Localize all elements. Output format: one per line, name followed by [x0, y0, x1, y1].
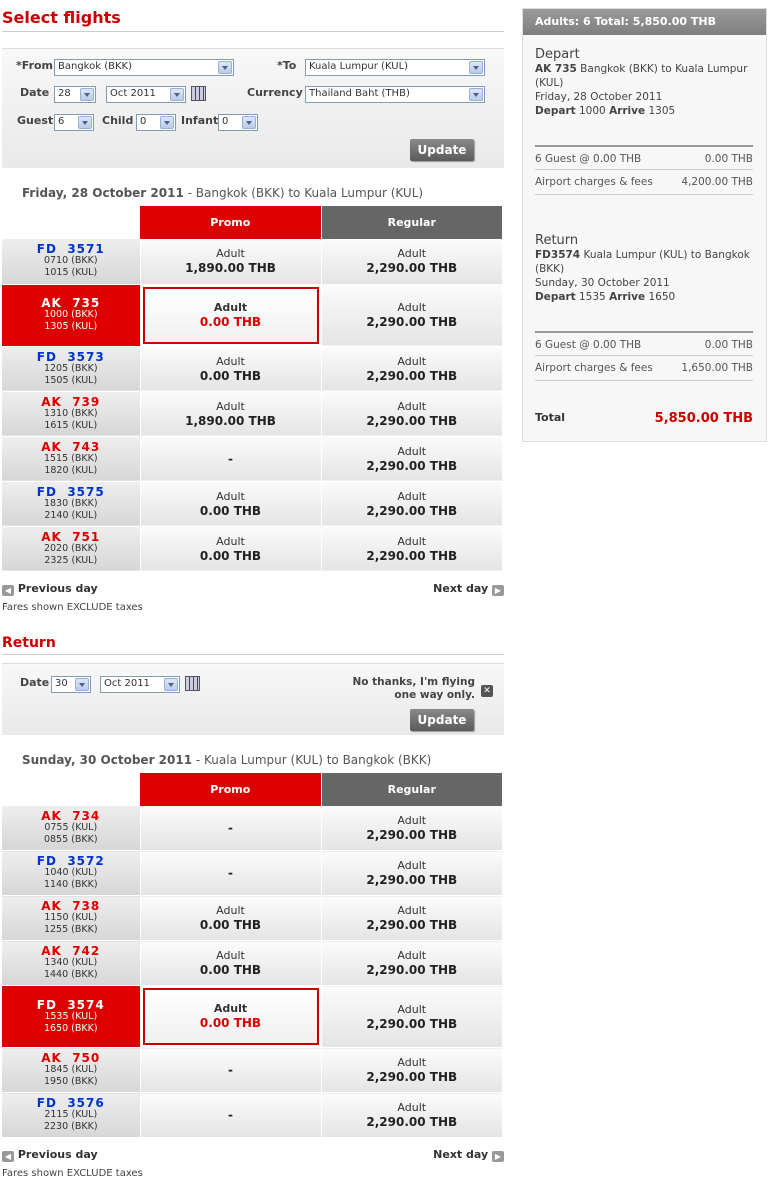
- promo-fare-label: Adult: [216, 354, 245, 368]
- summary-return-costs: [535, 331, 753, 381]
- chevron-down-icon: [80, 88, 94, 101]
- regular-fare-price: 2,290.00 THB: [366, 1115, 458, 1129]
- regular-column-header: Regular: [321, 206, 502, 239]
- promo-fare-price: -: [228, 1063, 233, 1077]
- selected-fare[interactable]: [143, 988, 319, 1045]
- regular-fare-cell[interactable]: [321, 941, 502, 986]
- regular-fare-cell[interactable]: [321, 806, 502, 851]
- promo-fare-price: 0.00 THB: [199, 918, 262, 932]
- flight-number: AK 751: [41, 529, 101, 544]
- arrival-time: 1505 (KUL): [44, 374, 98, 386]
- summary-return-flight: FD3574: [535, 249, 581, 261]
- promo-fare-price: 0.00 THB: [199, 314, 262, 329]
- promo-fare-label: Adult: [213, 300, 248, 314]
- promo-fare-cell[interactable]: [140, 481, 321, 526]
- flight-number: AK 742: [41, 944, 101, 958]
- flight-number: FD 3571: [36, 242, 105, 257]
- regular-fare-price: 2,290.00 THB: [366, 261, 458, 276]
- departure-time: 1535 (KUL): [44, 1010, 98, 1022]
- from-select[interactable]: [54, 59, 234, 76]
- depart-day-nav: [2, 582, 504, 602]
- regular-fare-label: Adult: [397, 354, 427, 368]
- chevron-down-icon: [242, 116, 256, 129]
- regular-fare-label: Adult: [397, 301, 427, 314]
- regular-fare-cell[interactable]: [321, 526, 502, 571]
- regular-fare-cell[interactable]: [321, 1093, 502, 1138]
- currency-select[interactable]: [305, 86, 485, 103]
- promo-fare-label: Adult: [216, 904, 245, 917]
- booking-summary: [522, 8, 767, 442]
- child-value: 0: [140, 116, 147, 127]
- arrival-time: 1255 (BKK): [43, 924, 98, 935]
- regular-fare-cell[interactable]: [321, 896, 502, 941]
- regular-fare-cell[interactable]: [321, 346, 502, 391]
- summary-depart: [535, 47, 753, 118]
- return-month-select[interactable]: [100, 676, 180, 693]
- flight-number: FD 3576: [36, 1096, 105, 1110]
- summary-depart-times: Depart 1000 Arrive 1305: [535, 105, 676, 117]
- arrival-time: 1650 (BKK): [43, 1022, 98, 1034]
- promo-fare-cell[interactable]: [140, 391, 321, 436]
- guest-select[interactable]: [54, 114, 94, 131]
- fares-note: Fares shown EXCLUDE taxes: [2, 601, 143, 613]
- regular-fare-price: 2,290.00 THB: [366, 458, 458, 473]
- departure-time: 1000 (BKK): [43, 309, 98, 320]
- previous-day-link[interactable]: [2, 582, 98, 596]
- depart-date: Friday, 28 October 2011: [22, 186, 184, 200]
- chevron-down-icon: [218, 61, 232, 74]
- promo-fare-label: Adult: [216, 247, 245, 261]
- regular-fare-price: 2,290.00 THB: [366, 1070, 458, 1084]
- regular-fare-label: Adult: [397, 949, 427, 962]
- flight-row[interactable]: [2, 1093, 502, 1138]
- flight-row[interactable]: [2, 346, 502, 391]
- return-search-panel: [2, 663, 504, 735]
- return-route: - Kuala Lumpur (KUL) to Bangkok (BKK): [192, 752, 432, 767]
- regular-fare-label: Adult: [397, 489, 427, 503]
- infant-value: 0: [222, 116, 229, 127]
- arrival-time: 1140 (BKK): [43, 879, 98, 890]
- arrow-left-icon: ◀: [2, 1151, 14, 1162]
- promo-fare-label: Adult: [216, 534, 245, 548]
- promo-fare-label: Adult: [216, 399, 245, 413]
- return-title: Return: [2, 631, 504, 655]
- regular-fare-label: Adult: [397, 1056, 427, 1069]
- one-way-line1: No thanks, I'm flying: [352, 675, 475, 688]
- departure-time: 1830 (BKK): [43, 497, 98, 509]
- regular-fare-price: 2,290.00 THB: [366, 963, 458, 977]
- promo-fare-cell[interactable]: [140, 1048, 321, 1093]
- return-day-header: [2, 753, 504, 773]
- regular-fare-cell[interactable]: [321, 436, 502, 481]
- promo-fare-cell[interactable]: [140, 986, 321, 1048]
- arrival-time: 1015 (KUL): [44, 267, 98, 279]
- arrival-time: 1950 (BKK): [43, 1076, 98, 1087]
- depart-day-header: [2, 186, 504, 206]
- flight-info: [2, 1048, 140, 1093]
- promo-fare-price: -: [228, 866, 233, 880]
- flight-number: AK 738: [41, 899, 101, 913]
- summary-total-value: 5,850.00 THB: [654, 411, 753, 426]
- promo-fare-price: 0.00 THB: [199, 368, 262, 383]
- promo-fare-cell[interactable]: [140, 526, 321, 571]
- regular-fare-cell[interactable]: [321, 851, 502, 896]
- close-icon[interactable]: ✕: [481, 685, 493, 697]
- regular-fare-cell[interactable]: [321, 481, 502, 526]
- promo-fare-cell[interactable]: [140, 1093, 321, 1138]
- to-label: *To: [277, 59, 297, 72]
- summary-depart-fees-row: Airport charges & fees 4,200.00 THB: [535, 170, 753, 195]
- regular-fare-price: 2,290.00 THB: [366, 413, 458, 428]
- depart-search-panel: [2, 48, 504, 168]
- flight-info: [2, 526, 140, 571]
- update-button[interactable]: Update: [410, 139, 474, 161]
- regular-fare-label: Adult: [397, 904, 427, 917]
- currency-value: Thailand Baht (THB): [309, 88, 410, 99]
- depart-route: - Bangkok (BKK) to Kuala Lumpur (KUL): [183, 186, 424, 200]
- flight-info: [2, 851, 140, 896]
- summary-return-date: Sunday, 30 October 2011: [535, 277, 670, 289]
- arrow-right-icon: ▶: [492, 1151, 504, 1162]
- chevron-down-icon: [469, 88, 483, 101]
- flight-row[interactable]: [2, 1048, 502, 1093]
- arrow-left-icon: ◀: [2, 585, 14, 596]
- regular-fare-label: Adult: [397, 534, 427, 548]
- summary-depart-flight: AK 735: [535, 63, 577, 75]
- return-update-button[interactable]: Update: [410, 709, 474, 731]
- promo-fare-cell[interactable]: [140, 806, 321, 851]
- promo-fare-cell[interactable]: [140, 346, 321, 391]
- flight-info: [2, 239, 140, 284]
- next-day-label: Next day: [433, 1148, 489, 1161]
- promo-fare-price: 0.00 THB: [199, 503, 262, 518]
- promo-fare-price: -: [228, 1108, 233, 1122]
- departure-time: 2020 (BKK): [43, 542, 98, 554]
- previous-day-label: Previous day: [17, 581, 98, 595]
- regular-fare-cell[interactable]: [321, 986, 502, 1048]
- flight-info: [2, 346, 140, 391]
- guest-label: Guest: [17, 114, 54, 127]
- calendar-icon[interactable]: [191, 86, 206, 101]
- arrival-time: 2140 (KUL): [44, 509, 98, 521]
- arrival-time: 0855 (BKK): [43, 833, 98, 845]
- next-day-link[interactable]: [433, 1148, 504, 1162]
- flight-info: [2, 986, 140, 1048]
- chevron-down-icon: [160, 116, 174, 129]
- date-label: Date: [20, 86, 50, 99]
- summary-return-times: Depart 1535 Arrive 1650: [535, 291, 676, 303]
- summary-return-fees-row: Airport charges & fees 1,650.00 THB: [535, 356, 753, 381]
- departure-time: 1150 (KUL): [44, 912, 98, 923]
- flight-info: [2, 391, 140, 436]
- flight-info: [2, 806, 140, 851]
- departure-time: 2115 (KUL): [44, 1109, 98, 1120]
- promo-fare-price: 1,890.00 THB: [185, 413, 276, 428]
- departure-time: 1515 (BKK): [43, 452, 98, 464]
- flight-info: [2, 896, 140, 941]
- regular-fare-cell[interactable]: [321, 391, 502, 436]
- summary-depart-costs: [535, 145, 753, 195]
- regular-fare-price: 2,290.00 THB: [366, 503, 458, 518]
- promo-fare-cell[interactable]: [140, 851, 321, 896]
- return-month-value: Oct 2011: [104, 677, 150, 689]
- day-select[interactable]: [54, 86, 96, 103]
- return-flights-table: [2, 773, 502, 1139]
- next-day-link[interactable]: [433, 582, 504, 596]
- child-label: Child: [102, 114, 134, 127]
- regular-fare-label: Adult: [397, 247, 427, 261]
- chevron-down-icon: [75, 678, 89, 691]
- promo-column-header: Promo: [140, 206, 321, 239]
- flight-number: AK 743: [41, 439, 101, 454]
- from-value: Bangkok (BKK): [58, 61, 132, 72]
- child-select[interactable]: [136, 114, 176, 131]
- arrival-time: 2325 (KUL): [44, 554, 98, 566]
- arrival-time: 1820 (KUL): [44, 464, 98, 476]
- promo-fare-price: -: [228, 451, 233, 466]
- selected-fare[interactable]: [143, 287, 319, 344]
- chevron-down-icon: [78, 116, 92, 129]
- regular-fare-label: Adult: [397, 444, 427, 458]
- departure-time: 1310 (BKK): [43, 407, 98, 419]
- summary-header: Adults: 6 Total: 5,850.00 THB: [523, 9, 766, 35]
- regular-fare-cell[interactable]: [321, 239, 502, 284]
- flight-number: AK 739: [41, 394, 101, 409]
- promo-fare-price: 0.00 THB: [199, 548, 262, 563]
- next-day-label: Next day: [433, 581, 489, 595]
- regular-fare-price: 2,290.00 THB: [366, 548, 458, 563]
- flight-row[interactable]: [2, 806, 502, 851]
- flight-number: FD 3575: [36, 484, 105, 499]
- flight-row[interactable]: [2, 391, 502, 436]
- flight-row[interactable]: [2, 986, 502, 1048]
- promo-fare-price: -: [228, 820, 233, 835]
- regular-fare-price: 2,290.00 THB: [366, 918, 458, 932]
- flight-number: FD 3574: [36, 997, 105, 1012]
- flight-row[interactable]: [2, 481, 502, 526]
- regular-fare-label: Adult: [397, 399, 427, 413]
- flight-row[interactable]: [2, 284, 502, 346]
- arrival-time: 2230 (BKK): [43, 1121, 98, 1132]
- main-column: [2, 0, 504, 1179]
- departure-time: 1845 (KUL): [44, 1064, 98, 1075]
- one-way-line2: one way only.: [394, 688, 475, 701]
- fares-note: Fares shown EXCLUDE taxes: [2, 1168, 143, 1179]
- arrow-right-icon: ▶: [492, 585, 504, 596]
- return-date-label: Date: [20, 675, 50, 689]
- flight-row[interactable]: [2, 526, 502, 571]
- flight-row[interactable]: [2, 941, 502, 986]
- regular-column-header: Regular: [321, 773, 502, 806]
- promo-fare-cell[interactable]: [140, 239, 321, 284]
- arrival-time: 1440 (BKK): [43, 969, 98, 980]
- summary-depart-guest-row: 6 Guest @ 0.00 THB 0.00 THB: [535, 145, 753, 170]
- day-value: 28: [58, 88, 71, 99]
- promo-column-header: Promo: [140, 773, 321, 806]
- regular-fare-label: Adult: [397, 859, 427, 872]
- regular-fare-cell[interactable]: [321, 1048, 502, 1093]
- promo-fare-cell[interactable]: [140, 896, 321, 941]
- currency-label: Currency: [247, 86, 303, 99]
- return-date: Sunday, 30 October 2011: [22, 752, 193, 767]
- flight-row[interactable]: [2, 436, 502, 481]
- regular-fare-price: 2,290.00 THB: [366, 1016, 458, 1031]
- regular-fare-label: Adult: [397, 1002, 427, 1016]
- flight-number: FD 3573: [36, 349, 105, 364]
- regular-fare-cell[interactable]: [321, 284, 502, 346]
- departure-time: 1040 (KUL): [44, 867, 98, 878]
- chevron-down-icon: [170, 88, 184, 101]
- summary-total: [535, 411, 753, 426]
- page-title: Select flights: [2, 0, 504, 32]
- to-select[interactable]: [305, 59, 485, 76]
- departure-time: 1340 (KUL): [44, 957, 98, 968]
- summary-depart-flight-line: [535, 62, 753, 90]
- departure-time: 1205 (BKK): [43, 362, 98, 374]
- month-select[interactable]: [106, 86, 186, 103]
- promo-fare-cell[interactable]: [140, 284, 321, 346]
- to-value: Kuala Lumpur (KUL): [309, 61, 409, 72]
- promo-fare-label: Adult: [213, 1002, 248, 1015]
- arrival-time: 1305 (KUL): [44, 321, 98, 332]
- previous-day-link[interactable]: [2, 1148, 98, 1162]
- promo-fare-cell[interactable]: [140, 436, 321, 481]
- flight-number: AK 750: [41, 1051, 101, 1065]
- regular-fare-price: 2,290.00 THB: [366, 873, 458, 887]
- flight-row[interactable]: [2, 239, 502, 284]
- chevron-down-icon: [469, 61, 483, 74]
- calendar-icon[interactable]: [185, 676, 200, 691]
- summary-depart-route: Bangkok (BKK) to Kuala Lumpur (KUL): [535, 63, 748, 89]
- summary-depart-title: Depart: [535, 47, 580, 62]
- infant-select[interactable]: [218, 114, 258, 131]
- promo-fare-cell[interactable]: [140, 941, 321, 986]
- summary-return-route: Kuala Lumpur (KUL) to Bangkok (BKK): [535, 249, 750, 275]
- infant-label: Infant: [181, 114, 219, 127]
- arrival-time: 1615 (KUL): [44, 419, 98, 431]
- flight-info: [2, 941, 140, 986]
- one-way-option[interactable]: [352, 676, 475, 702]
- flight-row[interactable]: [2, 851, 502, 896]
- flight-row[interactable]: [2, 896, 502, 941]
- return-day-nav: [2, 1148, 504, 1168]
- regular-fare-label: Adult: [397, 813, 427, 827]
- departure-time: 0755 (KUL): [44, 821, 98, 833]
- promo-fare-price: 1,890.00 THB: [185, 261, 276, 276]
- depart-flights-table: [2, 206, 502, 572]
- previous-day-label: Previous day: [17, 1148, 98, 1161]
- promo-fare-price: 0.00 THB: [199, 963, 262, 977]
- flight-number: FD 3572: [36, 854, 105, 868]
- promo-fare-label: Adult: [216, 949, 245, 962]
- summary-return-flight-line: [535, 248, 753, 276]
- regular-fare-price: 2,290.00 THB: [366, 827, 458, 842]
- return-day-value: 30: [55, 677, 68, 689]
- summary-total-label: Total: [535, 411, 566, 424]
- regular-fare-label: Adult: [397, 1101, 427, 1114]
- flight-info: [2, 1093, 140, 1138]
- flight-info: [2, 284, 140, 346]
- guest-value: 6: [58, 116, 65, 127]
- departure-time: 0710 (BKK): [43, 255, 98, 267]
- flight-info: [2, 481, 140, 526]
- regular-fare-price: 2,290.00 THB: [366, 368, 458, 383]
- month-value: Oct 2011: [110, 88, 156, 99]
- summary-return: [535, 233, 753, 304]
- promo-fare-label: Adult: [216, 489, 245, 503]
- return-day-select[interactable]: [51, 676, 91, 693]
- regular-fare-price: 2,290.00 THB: [366, 315, 458, 329]
- promo-fare-price: 0.00 THB: [199, 1016, 262, 1030]
- flight-number: AK 734: [41, 808, 101, 823]
- summary-return-guest-row: 6 Guest @ 0.00 THB 0.00 THB: [535, 331, 753, 356]
- flight-info: [2, 436, 140, 481]
- chevron-down-icon: [164, 678, 178, 691]
- flight-number: AK 735: [41, 296, 101, 310]
- summary-depart-date: Friday, 28 October 2011: [535, 91, 663, 103]
- summary-return-title: Return: [535, 233, 579, 248]
- from-label: *From: [16, 59, 54, 72]
